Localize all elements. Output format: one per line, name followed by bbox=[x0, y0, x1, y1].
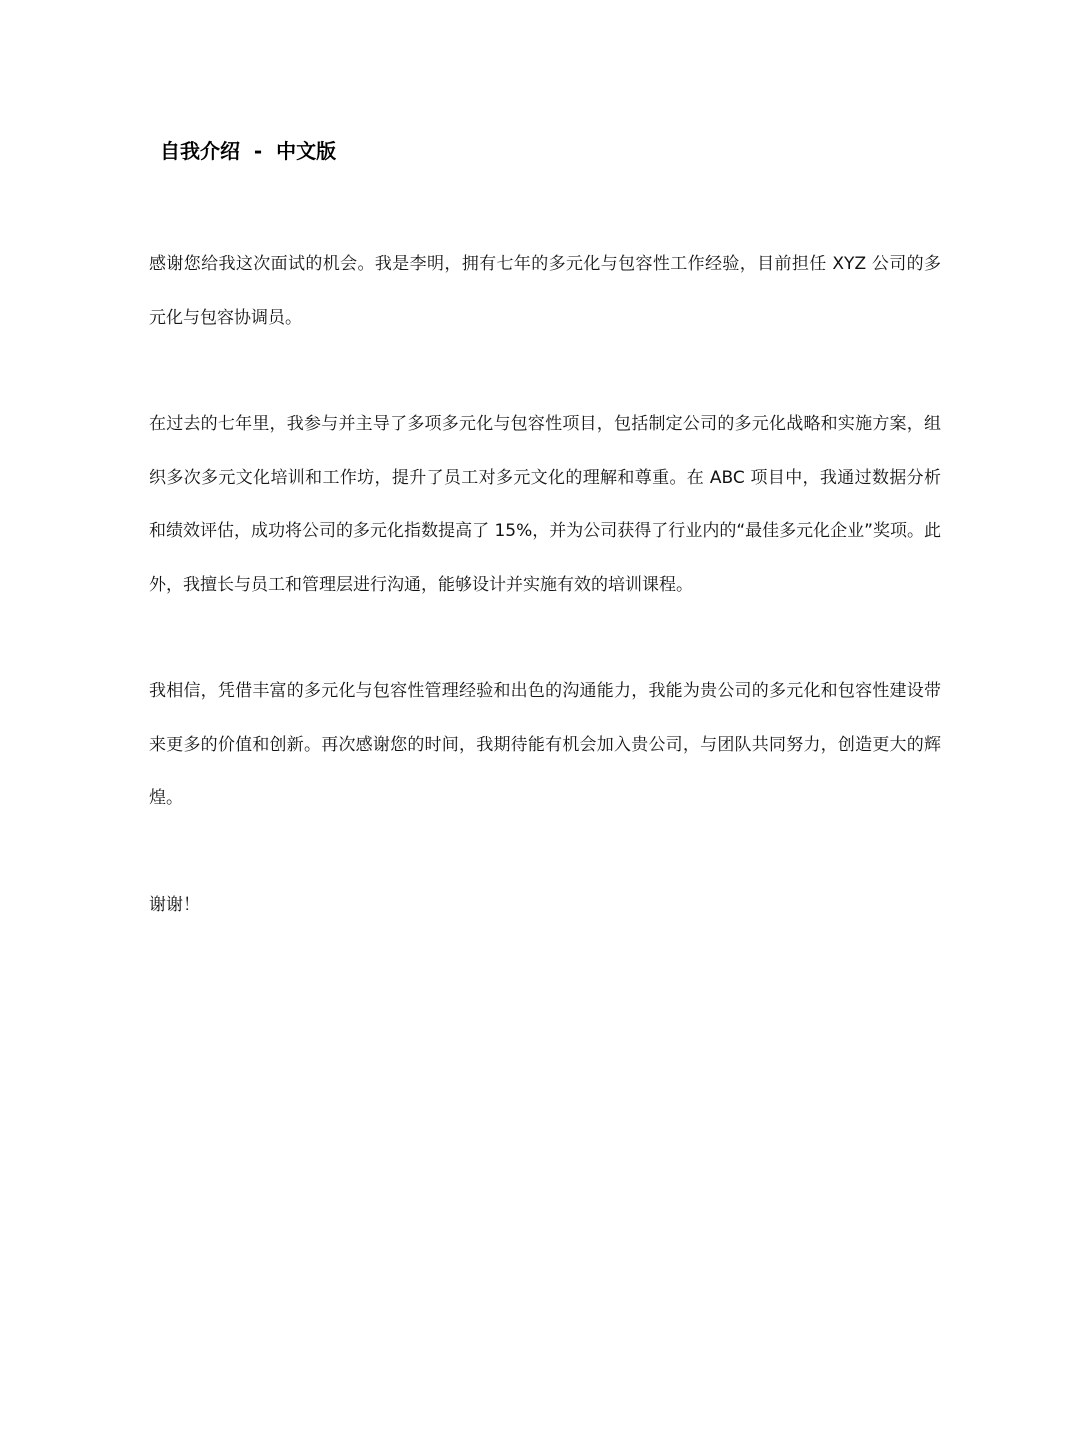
paragraph-closing: 我相信，凭借丰富的多元化与包容性管理经验和出色的沟通能力，我能为贵公司的多元化和包容性建设带来更多的价值和创新。再次感谢您的时间，我期待能有机会加入贵公司，与团队共同努力，创造更大的辉煌。 bbox=[149, 681, 941, 808]
paragraph-experience: 在过去的七年里，我参与并主导了多项多元化与包容性项目，包括制定公司的多元化战略和实施方案，组织多次多元文化培训和工作坊，提升了员工对多元文化的理解和尊重。在 ABC 项目中，我通过数据分析和绩效评估，成功将公司的多元化指数提高了 15%，并为公司获得了行业内的“最佳多元化企业”奖项。此外，我擅长与员工和管理层进行沟通，能够设计并实施有效的培训课程。 bbox=[149, 414, 941, 595]
document-body bbox=[149, 238, 941, 932]
paragraph-greeting: 感谢您给我这次面试的机会。我是李明，拥有七年的多元化与包容性工作经验，目前担任 XYZ 公司的多元化与包容协调员。 bbox=[149, 254, 941, 328]
paragraph-thanks: 谢谢！ bbox=[149, 894, 200, 915]
document-title: 自我介绍 - 中文版 bbox=[160, 139, 337, 163]
